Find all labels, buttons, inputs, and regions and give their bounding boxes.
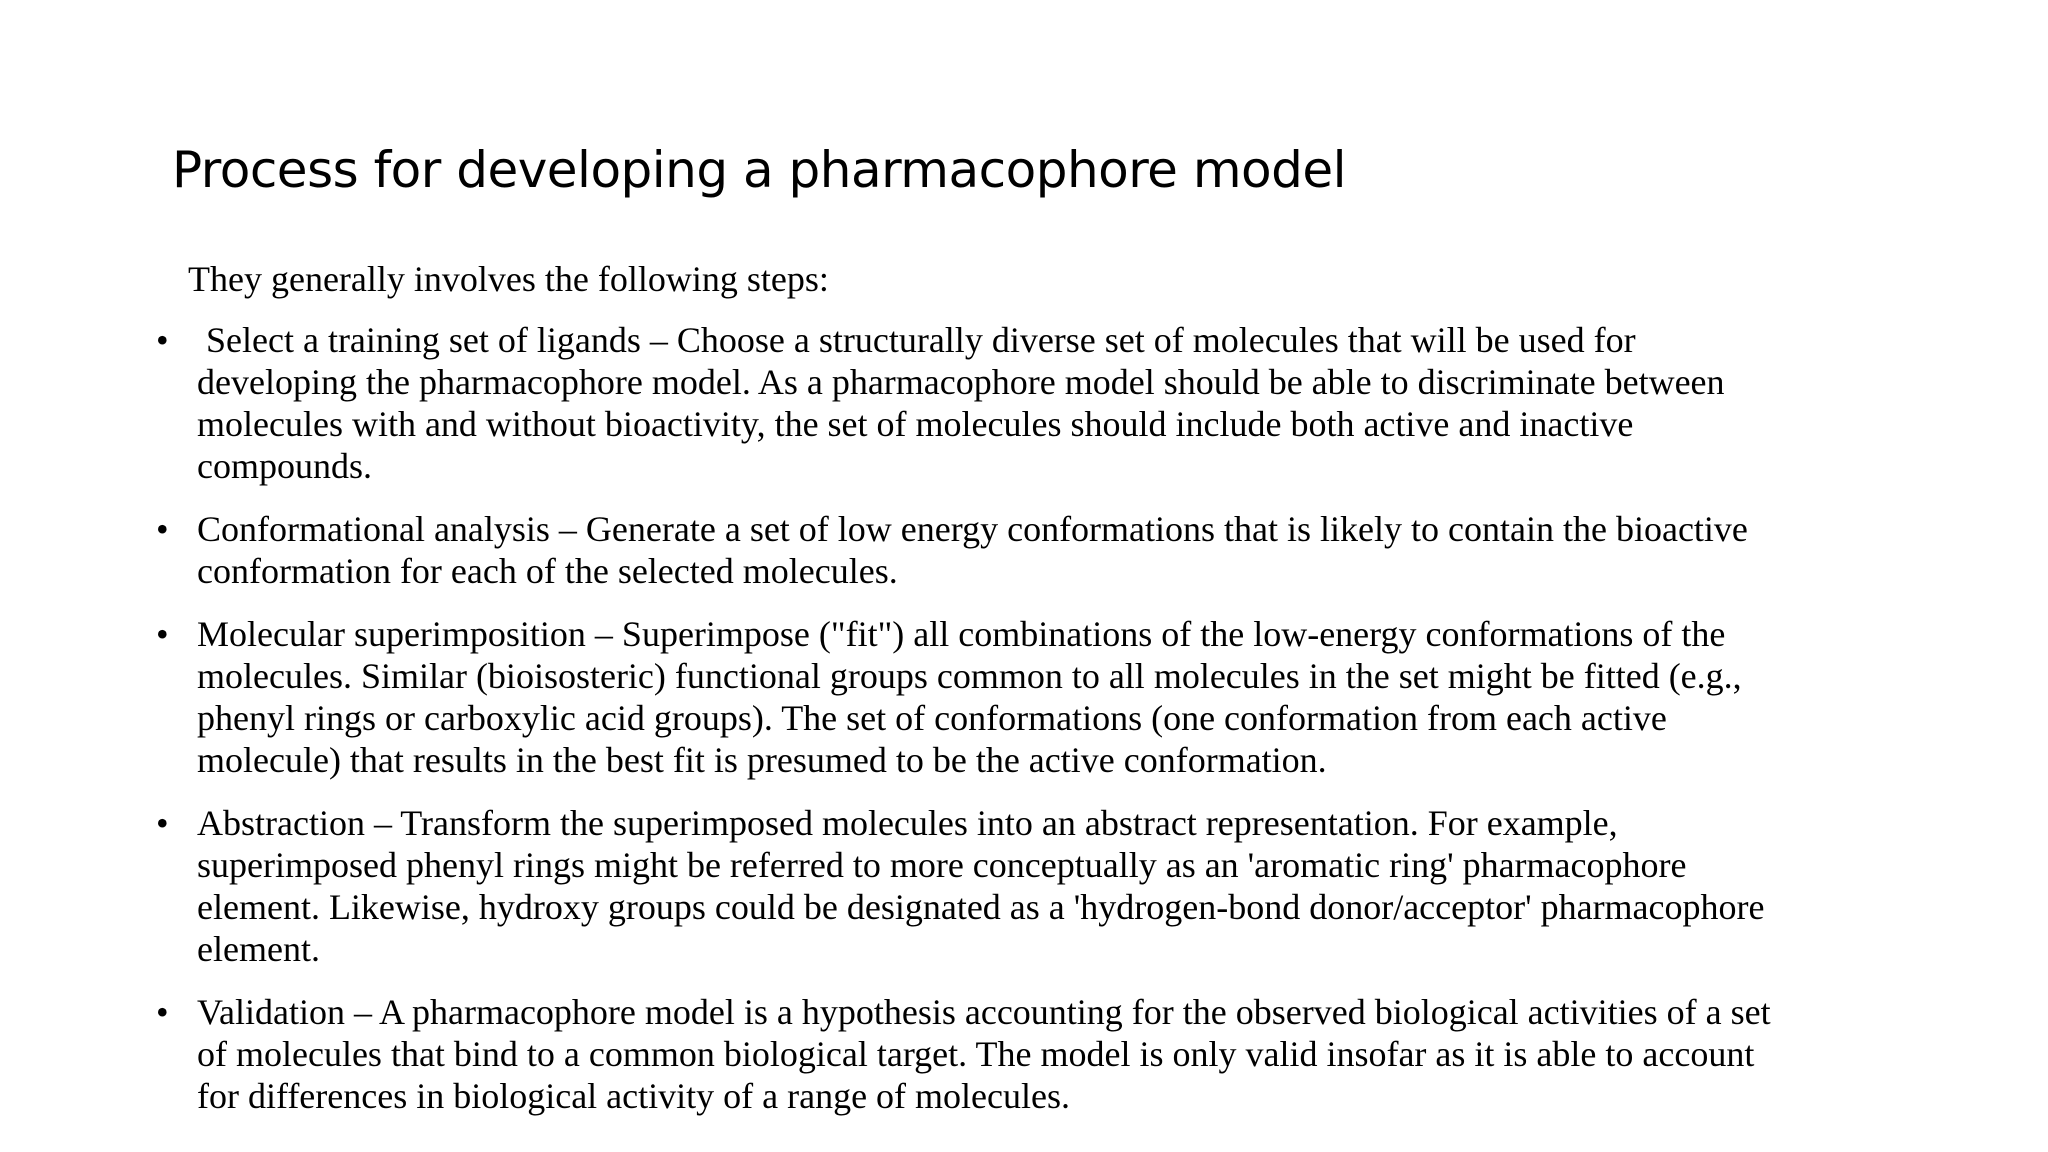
step-text: Validation – A pharmacophore model is a hypothesis accounting for the observed biological activities of a set of molecules that bind to a common biological target. The model is only valid insofar as it is able to account for differences in biological activity of a range of molecules. xyxy=(197,992,1771,1116)
intro-text: They generally involves the following steps: xyxy=(188,259,829,299)
step-text: Select a training set of ligands – Choose a structurally diverse set of molecules that will be used for developing the pharmacophore model. As a pharmacophore model should be able to discriminate between molecules with and without bioactivity, the set of molecules should include both active and inactive compounds. xyxy=(197,320,1725,486)
bullet-icon: • xyxy=(156,614,169,654)
bullet-icon: • xyxy=(156,509,169,549)
step-item-abstraction xyxy=(0,802,2048,970)
step-item-training-set xyxy=(0,319,2048,487)
step-text: Molecular superimposition – Superimpose ("fit") all combinations of the low-energy conformations of the molecules. Similar (bioisosteric) functional groups common to all molecules in the set might be fitted (e.g., phenyl rings or carboxylic acid groups). The set of conformations (one conformation from each active molecule) that results in the best fit is presumed to be the active conformation. xyxy=(197,614,1742,780)
slide-title: Process for developing a pharmacophore model xyxy=(172,141,1347,199)
step-item-conformational-analysis xyxy=(0,508,2048,592)
bullet-icon: • xyxy=(156,320,169,360)
bullet-icon: • xyxy=(156,803,169,843)
step-item-validation xyxy=(0,991,2048,1117)
step-text: Abstraction – Transform the superimposed molecules into an abstract representation. For example, superimposed phenyl rings might be referred to more conceptually as an 'aromatic ring' pharmacophore element. Likewise, hydroxy groups could be designated as a 'hydrogen-bond donor/acceptor' pharmacophore element. xyxy=(197,803,1765,969)
step-text: Conformational analysis – Generate a set of low energy conformations that is likely to contain the bioactive conformation for each of the selected molecules. xyxy=(197,509,1748,591)
bullet-icon: • xyxy=(156,992,169,1032)
steps-list xyxy=(0,319,2048,1138)
step-item-superimposition xyxy=(0,613,2048,781)
